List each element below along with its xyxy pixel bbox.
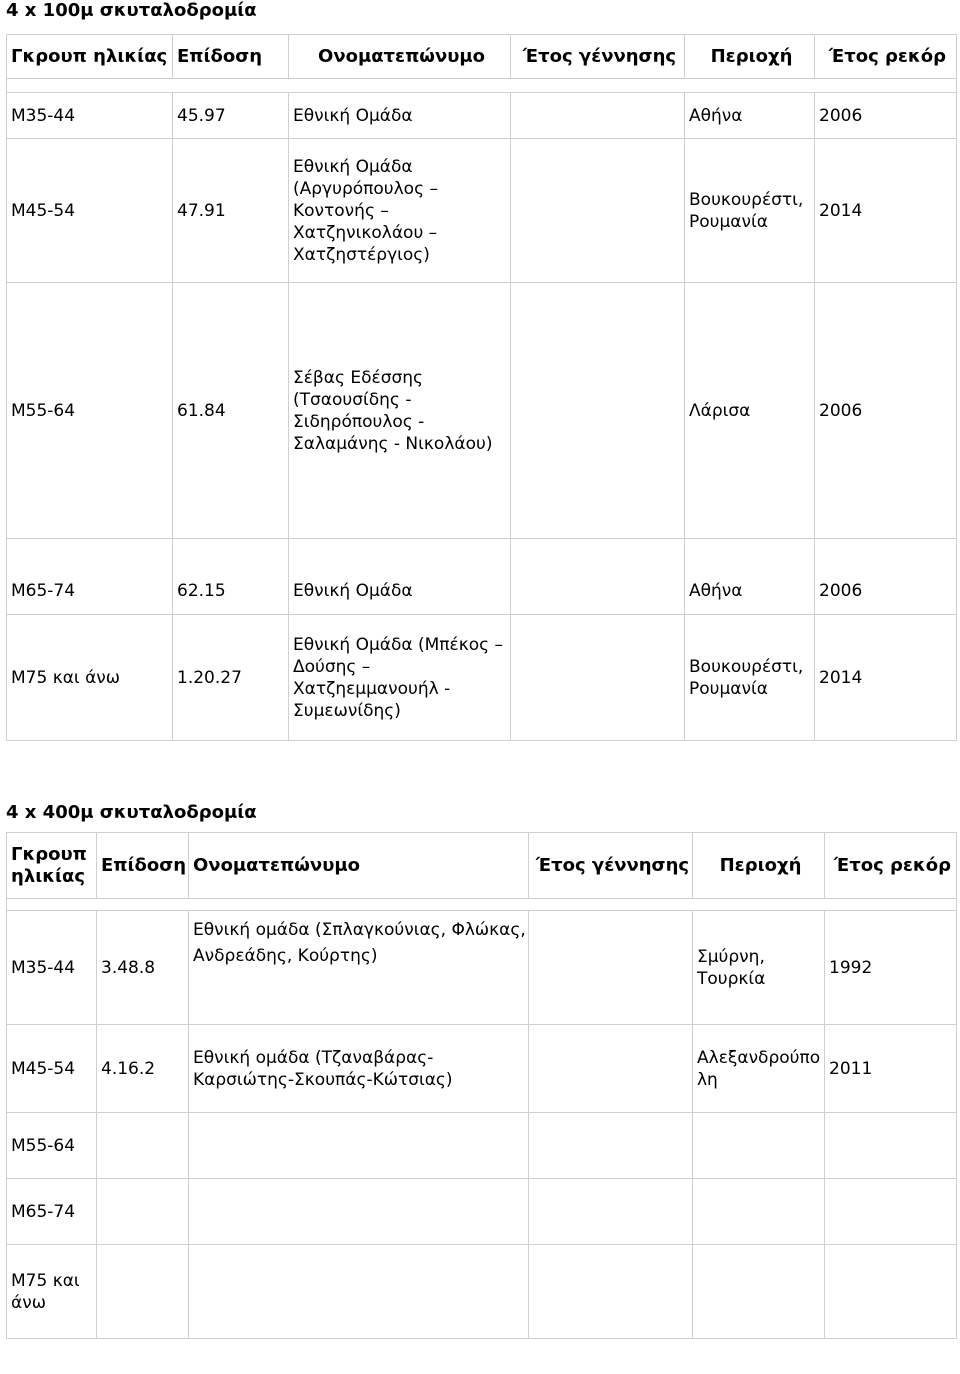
header-location: Περιοχή <box>693 833 825 899</box>
table-header-row <box>7 35 957 79</box>
table-row <box>7 139 957 283</box>
cell-age-group: M75 και άνω <box>7 1245 97 1339</box>
cell-location <box>693 1113 825 1179</box>
table-row <box>7 1179 957 1245</box>
cell-birth-year <box>511 139 685 283</box>
cell-name <box>189 1245 529 1339</box>
cell-age-group: M45-54 <box>7 139 173 283</box>
table-row <box>7 283 957 539</box>
cell-performance: 4.16.2 <box>97 1025 189 1113</box>
cell-record-year: 2014 <box>815 615 957 741</box>
header-record-year: Έτος ρεκόρ <box>825 833 957 899</box>
cell-record-year <box>825 1179 957 1245</box>
table-row <box>7 539 957 615</box>
cell-age-group: M45-54 <box>7 1025 97 1113</box>
cell-name: Εθνική Ομάδα (Μπέκος – Δούσης – Χατζηεμμανουήλ - Συμεωνίδης) <box>289 615 511 741</box>
cell-performance <box>97 1179 189 1245</box>
cell-location <box>693 1245 825 1339</box>
cell-record-year: 2006 <box>815 93 957 139</box>
section-title-4x100: 4 x 100μ σκυταλοδρομία <box>6 0 257 21</box>
cell-record-year <box>825 1245 957 1339</box>
cell-performance: 62.15 <box>173 539 289 615</box>
cell-birth-year <box>529 1113 693 1179</box>
cell-location: Αλεξανδρούπολη <box>693 1025 825 1113</box>
header-name: Ονοματεπώνυμο <box>289 35 511 79</box>
cell-location: Βουκουρέστι, Ρουμανία <box>685 615 815 741</box>
header-record-year: Έτος ρεκόρ <box>815 35 957 79</box>
cell-name: Εθνική ομάδα (Σπλαγκούνιας, Φλώκας, Ανδρεάδης, Κούρτης) <box>189 911 529 1025</box>
spacer-row <box>7 79 957 93</box>
cell-record-year: 2011 <box>825 1025 957 1113</box>
cell-location: Λάρισα <box>685 283 815 539</box>
cell-age-group: M65-74 <box>7 1179 97 1245</box>
cell-name: Εθνική Ομάδα <box>289 93 511 139</box>
cell-record-year: 2006 <box>815 283 957 539</box>
relay-4x400-table <box>6 832 957 1339</box>
header-performance: Επίδοση <box>173 35 289 79</box>
cell-name: Εθνική Ομάδα <box>289 539 511 615</box>
cell-record-year: 1992 <box>825 911 957 1025</box>
cell-location: Βουκουρέστι, Ρουμανία <box>685 139 815 283</box>
header-age-group: Γκρουπ ηλικίας <box>7 833 97 899</box>
cell-birth-year <box>529 1245 693 1339</box>
table-row <box>7 911 957 1025</box>
cell-performance: 1.20.27 <box>173 615 289 741</box>
section-title-4x400: 4 x 400μ σκυταλοδρομία <box>6 802 257 823</box>
cell-name: Εθνική ομάδα (Τζαναβάρας-Καρσιώτης-Σκουπάς-Κώτσιας) <box>189 1025 529 1113</box>
cell-age-group: M65-74 <box>7 539 173 615</box>
cell-location: Αθήνα <box>685 539 815 615</box>
table-row <box>7 1245 957 1339</box>
cell-birth-year <box>511 283 685 539</box>
cell-name <box>189 1179 529 1245</box>
table-row <box>7 615 957 741</box>
table-row <box>7 1025 957 1113</box>
cell-performance <box>97 1245 189 1339</box>
relay-4x100-table <box>6 34 957 741</box>
header-performance: Επίδοση <box>97 833 189 899</box>
cell-birth-year <box>511 615 685 741</box>
spacer-row <box>7 899 957 911</box>
cell-record-year: 2014 <box>815 139 957 283</box>
cell-record-year <box>825 1113 957 1179</box>
cell-performance <box>97 1113 189 1179</box>
cell-name: Σέβας Εδέσσης (Τσαουσίδης - Σιδηρόπουλος - Σαλαμάνης - Νικολάου) <box>289 283 511 539</box>
header-birth-year: Έτος γέννησης <box>511 35 685 79</box>
cell-performance: 47.91 <box>173 139 289 283</box>
cell-name: Εθνική Ομάδα (Αργυρόπουλος – Κοντονής – Χατζηνικολάου – Χατζηστέργιος) <box>289 139 511 283</box>
cell-age-group: M35-44 <box>7 93 173 139</box>
cell-age-group: M55-64 <box>7 283 173 539</box>
header-birth-year: Έτος γέννησης <box>529 833 693 899</box>
cell-birth-year <box>511 93 685 139</box>
cell-location: Αθήνα <box>685 93 815 139</box>
cell-age-group: M55-64 <box>7 1113 97 1179</box>
cell-record-year: 2006 <box>815 539 957 615</box>
cell-birth-year <box>529 911 693 1025</box>
table-row <box>7 93 957 139</box>
cell-birth-year <box>529 1025 693 1113</box>
cell-location <box>693 1179 825 1245</box>
header-age-group: Γκρουπ ηλικίας <box>7 35 173 79</box>
cell-performance: 3.48.8 <box>97 911 189 1025</box>
cell-age-group: M35-44 <box>7 911 97 1025</box>
cell-performance: 61.84 <box>173 283 289 539</box>
cell-location: Σμύρνη, Τουρκία <box>693 911 825 1025</box>
cell-birth-year <box>529 1179 693 1245</box>
header-name: Ονοματεπώνυμο <box>189 833 529 899</box>
cell-birth-year <box>511 539 685 615</box>
cell-name <box>189 1113 529 1179</box>
cell-performance: 45.97 <box>173 93 289 139</box>
table-row <box>7 1113 957 1179</box>
table-header-row <box>7 833 957 899</box>
cell-age-group: M75 και άνω <box>7 615 173 741</box>
header-location: Περιοχή <box>685 35 815 79</box>
